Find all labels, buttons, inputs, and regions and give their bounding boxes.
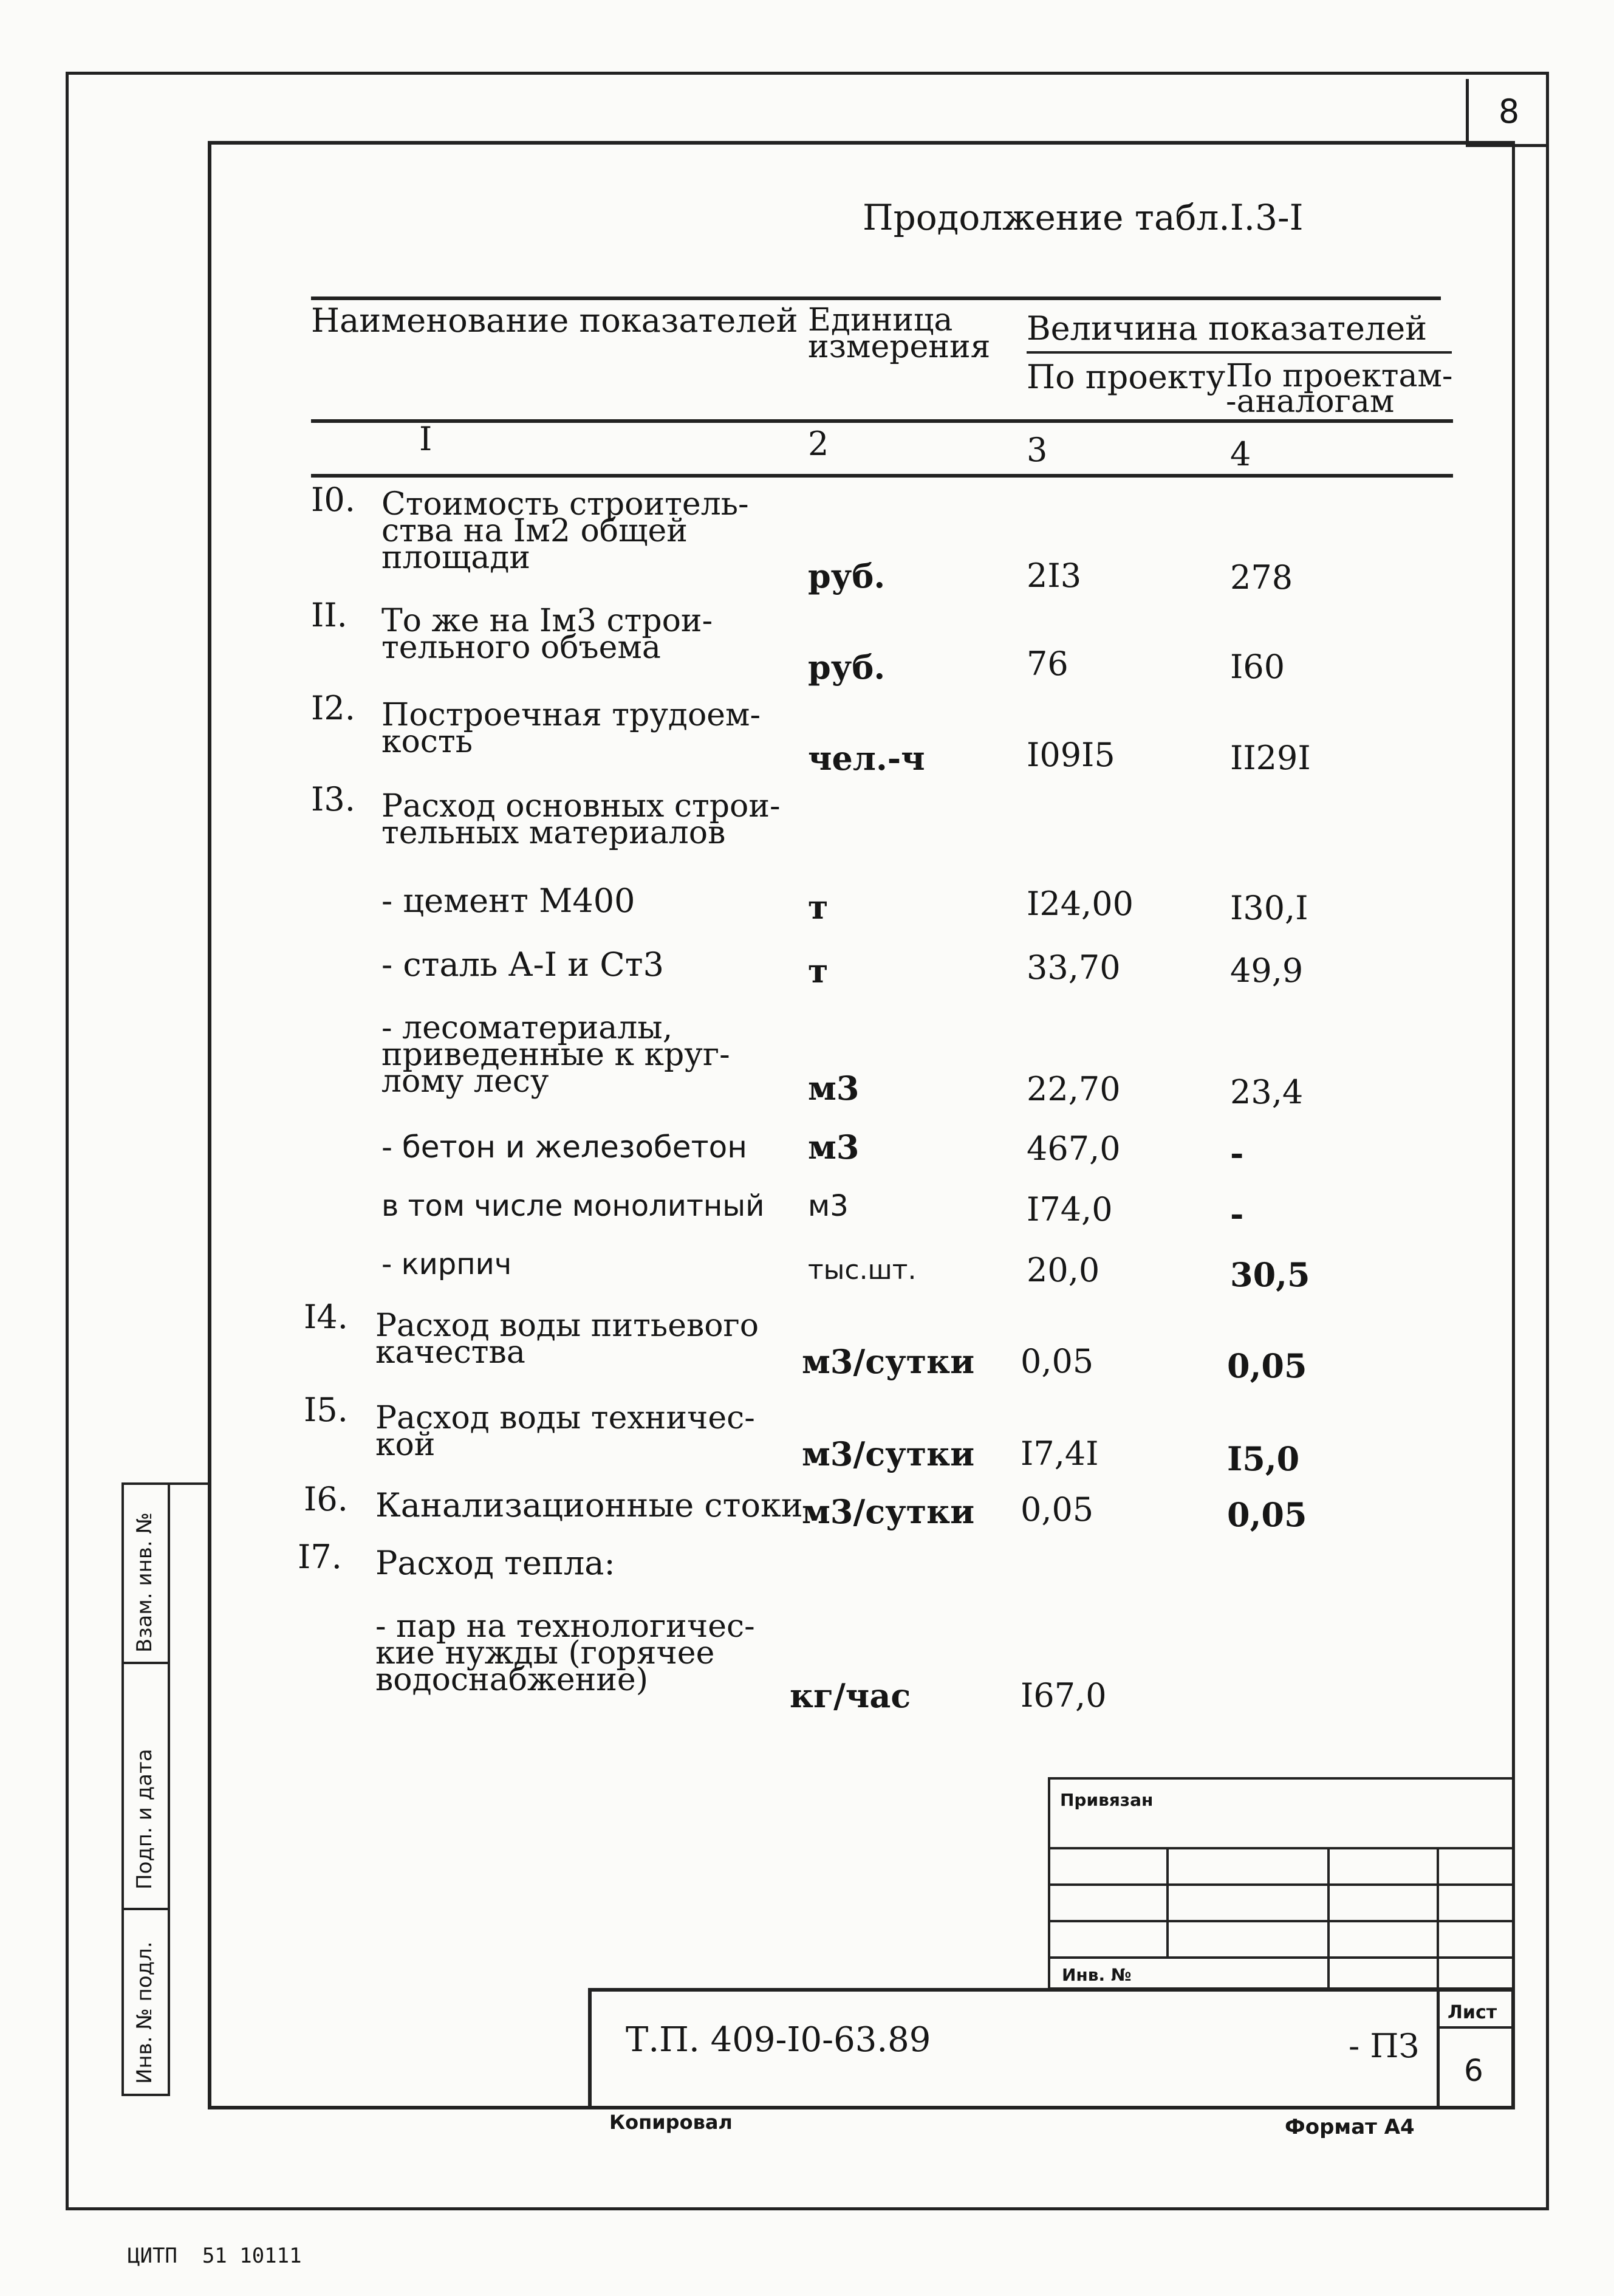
row-analog-value: 30,5 xyxy=(1230,1255,1310,1294)
row-name: - сталь А-I и Ст3 xyxy=(381,945,664,984)
bound-block-rule xyxy=(1048,1883,1515,1886)
bound-block-divider xyxy=(1166,1847,1169,1956)
row-number: I2. xyxy=(311,689,355,727)
row-analog-value: I60 xyxy=(1230,648,1285,686)
col-header-analog: По проектам- -аналогам xyxy=(1226,358,1453,420)
row-project-value: 33,70 xyxy=(1027,948,1121,987)
row-unit: тыс.шт. xyxy=(808,1255,917,1286)
row-name: - пар на технологичес- кие нужды (горячее водоснабжение) xyxy=(375,1608,755,1698)
table-caption: Продолжение табл.I.3-I xyxy=(863,197,1304,238)
row-project-value: I67,0 xyxy=(1021,1676,1107,1715)
row-analog-value: - xyxy=(1230,1194,1244,1233)
col-header-project: По проекту xyxy=(1027,358,1226,396)
row-name: Построечная трудоем- кость xyxy=(381,697,761,760)
row-project-value: 76 xyxy=(1027,645,1069,683)
row-analog-value: 0,05 xyxy=(1227,1346,1307,1385)
page-number: 8 xyxy=(1466,79,1549,147)
row-project-value: 20,0 xyxy=(1027,1251,1100,1289)
col-header-values: Величина показателей xyxy=(1027,309,1428,348)
row-number: I5. xyxy=(304,1391,348,1429)
sheet-cell-divider xyxy=(1437,1988,1440,2109)
footer-copied: Копировал xyxy=(609,2111,733,2134)
row-project-value: 0,05 xyxy=(1021,1342,1094,1380)
col-header-name: Наименование показателей xyxy=(311,301,798,340)
row-name: - кирпич xyxy=(381,1247,512,1281)
row-number: I3. xyxy=(311,780,355,818)
header-rule-sub xyxy=(1027,351,1452,354)
side-label-signature-date: Подп. и дата xyxy=(132,1749,157,1890)
bound-block-rule xyxy=(1048,1920,1515,1922)
row-name: - бетон и железобетон xyxy=(381,1129,747,1165)
row-name: Расход основных строи- тельных материалов xyxy=(381,788,781,851)
row-unit: т xyxy=(808,951,829,990)
side-label-replaced-inv: Взам. инв. № xyxy=(132,1512,157,1653)
row-unit: кг/час xyxy=(790,1676,911,1715)
col-num-4: 4 xyxy=(1230,435,1251,473)
bound-block-rule xyxy=(1048,1847,1515,1849)
side-strip-divider xyxy=(121,1908,170,1910)
row-project-value: I7,4I xyxy=(1021,1434,1099,1473)
row-unit: м3/сутки xyxy=(802,1434,975,1473)
col-num-3: 3 xyxy=(1027,431,1048,469)
row-analog-value: 23,4 xyxy=(1230,1073,1304,1111)
row-analog-value: 49,9 xyxy=(1230,951,1304,990)
row-name: - цемент М400 xyxy=(381,882,635,920)
row-project-value: 2I3 xyxy=(1027,557,1082,595)
row-number: II. xyxy=(311,596,347,634)
inv-label: Инв. № xyxy=(1062,1965,1132,1985)
row-number: I4. xyxy=(304,1298,348,1336)
row-project-value: 0,05 xyxy=(1021,1490,1094,1529)
col-num-1: I xyxy=(419,420,433,458)
doc-suffix: - ПЗ xyxy=(1349,2027,1420,2065)
doc-code: Т.П. 409-I0-63.89 xyxy=(626,2020,931,2060)
bound-label: Привязан xyxy=(1060,1790,1154,1810)
row-unit: руб. xyxy=(808,648,886,687)
row-unit: м3/сутки xyxy=(802,1492,975,1531)
row-analog-value: - xyxy=(1230,1134,1244,1173)
row-unit: м3 xyxy=(808,1128,860,1167)
row-unit: м3 xyxy=(808,1189,849,1223)
row-analog-value: 278 xyxy=(1230,558,1293,597)
side-strip-top-rule xyxy=(121,1482,210,1485)
row-analog-value: II29I xyxy=(1230,739,1311,777)
row-project-value: 22,70 xyxy=(1027,1070,1121,1108)
row-project-value: I24,00 xyxy=(1027,885,1134,923)
sheet-label: Лист xyxy=(1448,2002,1497,2023)
row-project-value: I74,0 xyxy=(1027,1190,1113,1229)
row-unit: м3/сутки xyxy=(802,1342,975,1381)
row-name: Расход тепла: xyxy=(375,1544,615,1582)
footer-format: Формат А4 xyxy=(1285,2115,1415,2139)
row-name: То же на Iм3 строи- тельного объема xyxy=(381,603,713,666)
side-label-inv-original: Инв. № подл. xyxy=(132,1941,157,2084)
row-unit: м3 xyxy=(808,1069,860,1108)
row-analog-value: I5,0 xyxy=(1227,1439,1300,1478)
row-analog-value: I30,I xyxy=(1230,889,1308,927)
footer-printer-code: ЦИТП 51 10111 xyxy=(128,2244,302,2268)
row-name: Стоимость строитель- ства на Iм2 общей площади xyxy=(381,486,749,576)
row-name: - лесоматериалы, приведенные к круг- лому лесу xyxy=(381,1010,730,1100)
row-number: I0. xyxy=(311,481,355,519)
row-project-value: I09I5 xyxy=(1027,736,1115,774)
side-strip-divider xyxy=(121,1662,170,1664)
header-rule-top xyxy=(311,296,1441,300)
row-project-value: 467,0 xyxy=(1027,1129,1121,1168)
row-number: I6. xyxy=(304,1480,348,1518)
bound-block-divider xyxy=(1327,1847,1330,1990)
row-name: Расход воды питьевого качества xyxy=(375,1307,759,1371)
row-name: Канализационные стоки xyxy=(375,1486,803,1524)
col-num-2: 2 xyxy=(808,425,829,463)
header-rule-bottom xyxy=(311,474,1453,478)
bound-block-rule xyxy=(1048,1956,1515,1959)
row-number: I7. xyxy=(298,1538,342,1576)
bound-block-divider xyxy=(1437,1847,1439,1990)
row-unit: чел.-ч xyxy=(808,739,925,778)
row-unit: руб. xyxy=(808,557,886,595)
row-name: Расход воды техничес- кой xyxy=(375,1400,755,1463)
row-unit: т xyxy=(808,888,829,927)
row-analog-value: 0,05 xyxy=(1227,1495,1307,1534)
row-name: в том числе монолитный xyxy=(381,1189,765,1223)
col-header-unit: Единица измерения xyxy=(808,302,991,365)
sheet-number: 6 xyxy=(1464,2053,1483,2088)
